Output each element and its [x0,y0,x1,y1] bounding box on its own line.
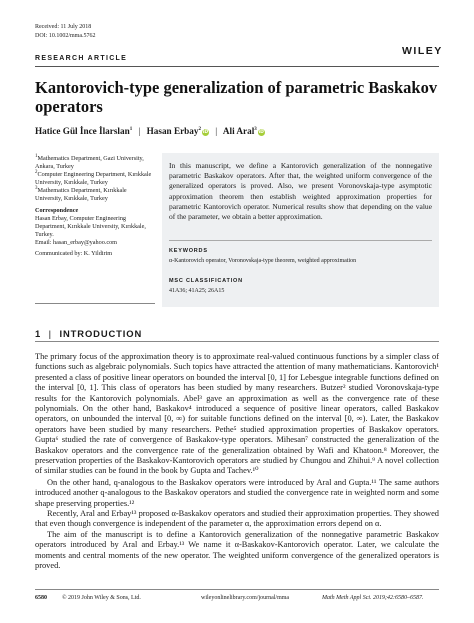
section-title: INTRODUCTION [59,328,143,339]
paragraph: On the other hand, q-analogous to the Baskakov operators were introduced by Aral and Gupta.¹¹ The same authors introduced another q-analogous to the Baskakov operators and studied the convergence rate in weighted norm and some shape preserving properties.¹² [35,478,439,508]
affiliation [35,171,155,187]
affiliations-block [35,155,155,258]
article-title: Kantorovich-type generalization of parametric Baskakov operators [35,78,438,116]
affiliation-divider [35,303,155,304]
author-name[interactable]: Hasan Erbay [146,126,199,136]
doi-link[interactable]: DOI: 10.1002/mma.5762 [35,33,96,39]
affiliation [35,187,155,203]
received-date: Received: 11 July 2018 [35,24,92,30]
author-list [35,126,265,136]
article-type-label: RESEARCH ARTICLE [35,55,128,62]
author-separator: | [138,126,141,136]
copyright-notice: © 2019 John Wiley & Sons, Ltd. [62,595,141,601]
paragraph: Recently, Aral and Erbay¹³ proposed α-Baskakov operators and studied their approximation properties. They showed that even though convergence is independent of the parameter α, the approximation errors depend on α. [35,509,439,529]
communicated-by: Communicated by: K. Yildirim [35,250,113,258]
section-divider [35,341,439,342]
section-separator: | [48,328,52,339]
author-affil-sup: 2 [198,126,201,132]
publisher-logo: WILEY [402,45,443,57]
section-number: 1 [35,328,42,339]
msc-heading: MSC CLASSIFICATION [169,278,243,284]
correspondence-address: Hasan Erbay, Computer Engineering Department, Kırıkkale University, Kırıkkale, Turkey. [35,214,146,238]
paragraph: The primary focus of the approximation theory is to approximate real-valued continuous functions by a simpler class of functions such as algebraic polynomials. Such topics have attracted the attention of many mathematicians. Kantorovich¹ presented a class of positive linear operators on bounded the interval [0, 1] for Lebesgue integrable functions defined on the interval [0, 1]. This class of operators has been studied by many researchers. Butzer² studied Voronovskaja-type results for the Kantorovich polynomials. Abel³ gave an approximation as well as the convergence rate of these polynomials. On the other hand, Baskakov⁴ introduced a sequence of positive linear operators, called Baskakov operators, on unbounded the interval [0, ∞) for suitable functions defined on the interval [0, ∞). Later, the Baskakov operators have been studied by many researchers. Pethe⁵ studied approximation properties of Baskakov operators. Gupta⁶ studied the rate of convergence of Baskakov-type operators. Mihesan⁷ constructed the generalization of the Baskakov operators and the convergence rate of the generalization obtained by Wafi and Khatoon.⁸ Moreover, the preservation properties of the Baskakov-Kantorovich operators are studied by Chungou and Zhihui.⁹ A novel collection of similar studies can be found in the book by Gupta and Tachev.¹⁰ [35,352,439,476]
author-affil-sup: 3 [254,126,257,132]
footer-divider [35,589,439,590]
author-separator: | [215,126,218,136]
keywords-heading: KEYWORDS [169,248,208,254]
affiliation-sup: 3 [35,186,38,192]
orcid-icon[interactable]: iD [258,130,264,135]
abstract-text: In this manuscript, we define a Kantorovich generalization of the nonnegative parametric Baskakov operators. After that, the weighted uniform convergence of the generalized operators is proved. Also, we present Voronovskaja-type asymptotic approximation theorem then establish weighted approximation properties for parametric Kantorovich operator. Numerical results show that depending on the value of the parameter, we obtain a better approximation. [169,161,432,222]
author-name[interactable]: Ali Aral [222,126,255,136]
journal-citation: Math Meth Appl Sci. 2019;42:6580–6587. [322,595,424,601]
author-name[interactable]: Hatice Gül İnce İlarslan [35,126,130,136]
affiliation-text: Mathematics Department, Kırıkkale University, Kırıkkale, Turkey [35,187,127,203]
affiliation-text: Computer Engineering Department, Kırıkkale University, Kırıkkale, Turkey [35,171,152,187]
header-divider [35,66,439,67]
affiliation-sup: 1 [35,153,38,159]
affiliation-text: Mathematics Department, Gazi University, Ankara, Turkey [35,155,144,171]
page-number: 6580 [35,595,47,601]
keywords-text: α-Kantorovich operator, Voronovskaja-type theorem, weighted approximation [169,258,357,264]
correspondence-heading: Correspondence [35,206,79,214]
abstract-divider [169,240,432,241]
affiliation [35,155,155,171]
journal-url[interactable]: wileyonlinelibrary.com/journal/mma [201,595,290,601]
affiliation-sup: 2 [35,170,38,176]
orcid-icon[interactable]: iD [202,130,209,135]
section-heading [35,328,142,339]
correspondence-email[interactable]: Email: hasan_erbay@yahoo.com [35,238,117,246]
author-affil-sup: 1 [129,126,133,132]
paragraph: The aim of the manuscript is to define a Kantorovich generalization of the nonnegative parametric Baskakov operators introduced by Aral and Erbay.¹³ We name it α-Baskakov-Kantorovich operator. Later, we calculate the moments and central moments of the new operator. The weighted uniform convergence of the generalized operators is proved. [35,530,439,571]
msc-text: 41A36; 41A25; 26A15 [169,288,225,294]
